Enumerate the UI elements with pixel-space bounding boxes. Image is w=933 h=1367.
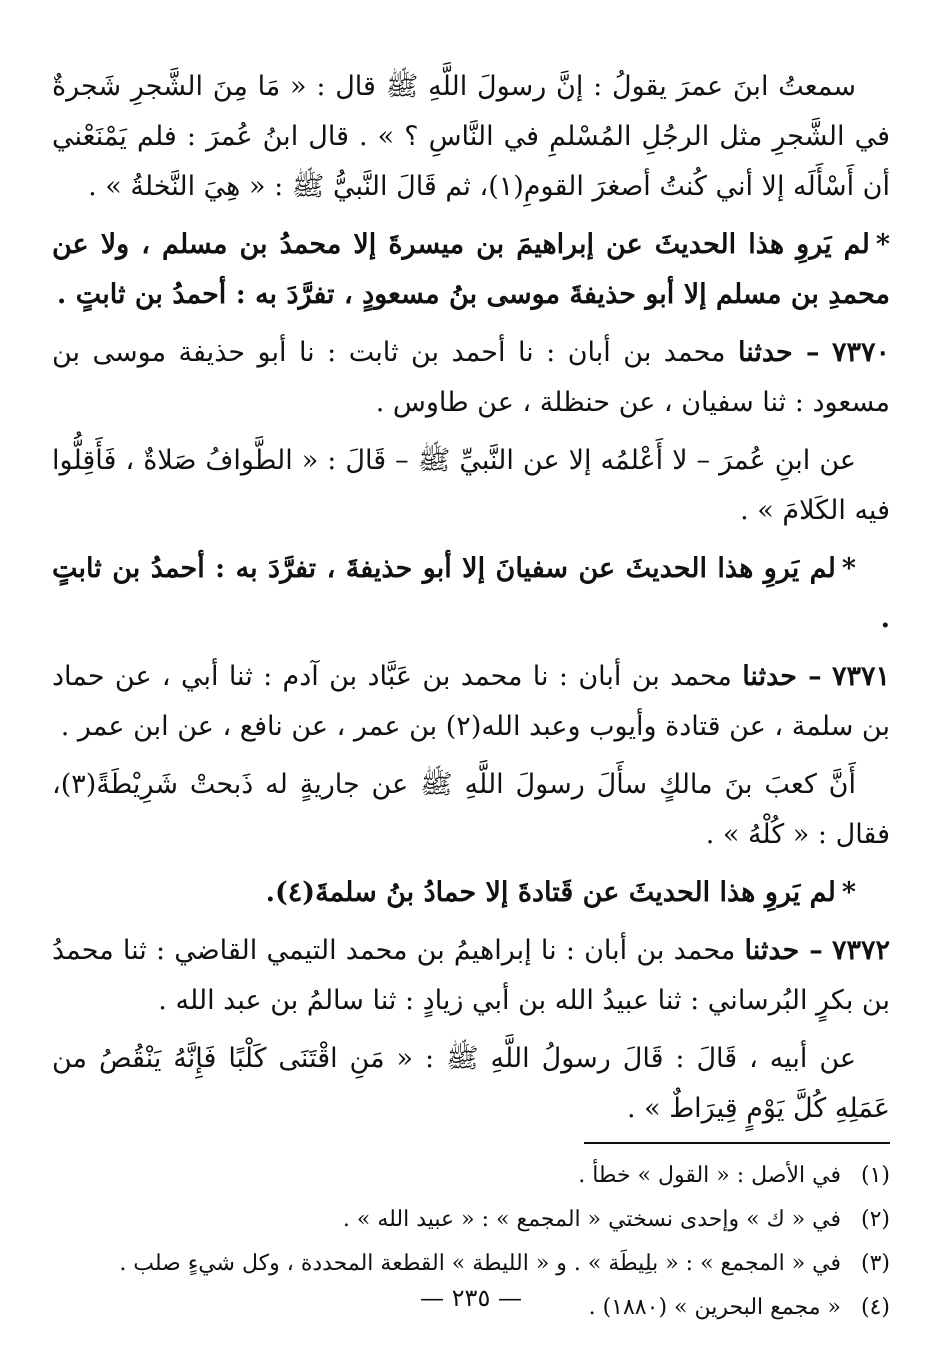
hadith-7372-text-paragraph xyxy=(52,1034,890,1134)
hadith-number: ٧٣٧١ xyxy=(831,661,890,692)
hadith-number: ٧٣٧٢ xyxy=(831,935,890,966)
commentary-paragraph xyxy=(52,220,890,320)
commentary-text: لم يَروِ هذا الحديثَ عن إبراهيمَ بن ميسرةَ إلا محمدُ بن مسلم ، ولا عن محمدِ بن مسلم إلا أبو حذيفةَ موسى بنُ مسعودٍ ، تفرَّدَ به : أحمدُ بن ثابتٍ . xyxy=(52,229,890,310)
footnote-text: « مجمع البحرين » (١٨٨٠) . xyxy=(588,1295,841,1320)
narration-lead: – حدثنا xyxy=(742,661,822,692)
hadith-text: عن أبيه ، قَالَ : قَالَ رسولُ اللَّهِ ﷺ : « مَنِ اقْتَنَى كَلْبًا فَإِنَّهُ يَنْقُصُ من عَمَلِهِ كُلَّ يَوْمٍ قِيرَاطٌ » . xyxy=(52,1043,890,1124)
footnote-number: (١) xyxy=(860,1163,890,1188)
hadith-7371-text-paragraph xyxy=(52,760,890,860)
hadith-7371-chain-paragraph xyxy=(52,652,890,752)
hadith-7372-chain-paragraph xyxy=(52,926,890,1026)
asterisk-marker: * xyxy=(875,229,890,260)
footnote-item xyxy=(52,1198,890,1242)
asterisk-marker: * xyxy=(841,877,856,908)
footnote-text: في « المجمع » : « بلِيطَة » . و « الليطة » القطعة المحددة ، وكل شيءٍ صلب . xyxy=(119,1251,841,1276)
commentary-text: لم يَروِ هذا الحديثَ عن قَتادةَ إلا حمادُ بنُ سلمةَ(٤). xyxy=(265,877,836,908)
asterisk-marker: * xyxy=(841,553,856,584)
footnote-item xyxy=(52,1242,890,1286)
hadith-text-paragraph xyxy=(52,62,890,212)
hadith-7370-chain-paragraph xyxy=(52,328,890,428)
narration-chain: محمد بن أبان : نا أحمد بن ثابت : نا أبو حذيفة موسى بن مسعود : ثنا سفيان ، عن حنظلة ، عن طاوس . xyxy=(52,337,890,418)
book-page xyxy=(52,62,890,1342)
commentary-text: لم يَروِ هذا الحديثَ عن سفيانَ إلا أبو حذيفةَ ، تفرَّدَ به : أحمدُ بن ثابتٍ . xyxy=(52,553,890,634)
hadith-text: عن ابنِ عُمرَ – لا أَعْلمُه إلا عن النَّبيِّ ﷺ – قَالَ : « الطَّوافُ صَلاةٌ ، فَأَقِلُّوا فيه الكَلامَ » . xyxy=(52,445,890,526)
hadith-text: سمعتُ ابنَ عمرَ يقولُ : إنَّ رسولَ اللَّهِ ﷺ قال : « مَا مِنَ الشَّجرِ شَجرةٌ في الشَّجرِ مثل الرجُلِ المُسْلمِ في النَّاسِ ؟ » . قال ابنُ عُمرَ : فلم يَمْنَعْني أن أَسْأَلَه إلا أني كُنتُ أصغرَ القومِ(١)، ثم قَالَ النَّبيُّ ﷺ : « هِيَ النَّخلةُ » . xyxy=(52,71,890,202)
narration-lead: – حدثنا xyxy=(744,935,823,966)
narration-chain: محمد بن أبان : نا إبراهيمُ بن محمد التيمي القاضي : ثنا محمدُ بن بكرٍ البُرساني : ثنا عبيدُ الله بن أبي زيادٍ : ثنا سالمُ بن عبد الله . xyxy=(52,935,890,1016)
footnote-number: (٤) xyxy=(860,1295,890,1320)
commentary-paragraph xyxy=(52,868,890,918)
page-number: — ٢٣٥ — xyxy=(420,1284,522,1312)
narration-lead: – حدثنا xyxy=(737,337,820,368)
hadith-text: أَنَّ كعبَ بنَ مالكٍ سأَلَ رسولَ اللَّهِ ﷺ عن جاريةٍ له ذَبحتْ شَرِيْطَةً(٣)، فقال : « كُلْهُ » . xyxy=(52,769,890,850)
hadith-number: ٧٣٧٠ xyxy=(832,337,891,368)
footnote-item xyxy=(52,1154,890,1198)
footnote-number: (٢) xyxy=(860,1207,890,1232)
footnote-text: في الأصل : « القول » خطأ . xyxy=(578,1163,841,1188)
commentary-paragraph xyxy=(52,544,890,644)
narration-chain: محمد بن أبان : نا محمد بن عَبَّاد بن آدم : ثنا أبي ، عن حماد بن سلمة ، عن قتادة وأيوب وعبد الله(٢) بن عمر ، عن نافع ، عن ابن عمر . xyxy=(52,661,890,742)
footnote-divider xyxy=(584,1142,890,1144)
hadith-7370-text-paragraph xyxy=(52,436,890,536)
footnote-number: (٣) xyxy=(860,1251,890,1276)
footnote-text: في « ك » وإحدى نسختي « المجمع » : « عبيد الله » . xyxy=(342,1207,841,1232)
